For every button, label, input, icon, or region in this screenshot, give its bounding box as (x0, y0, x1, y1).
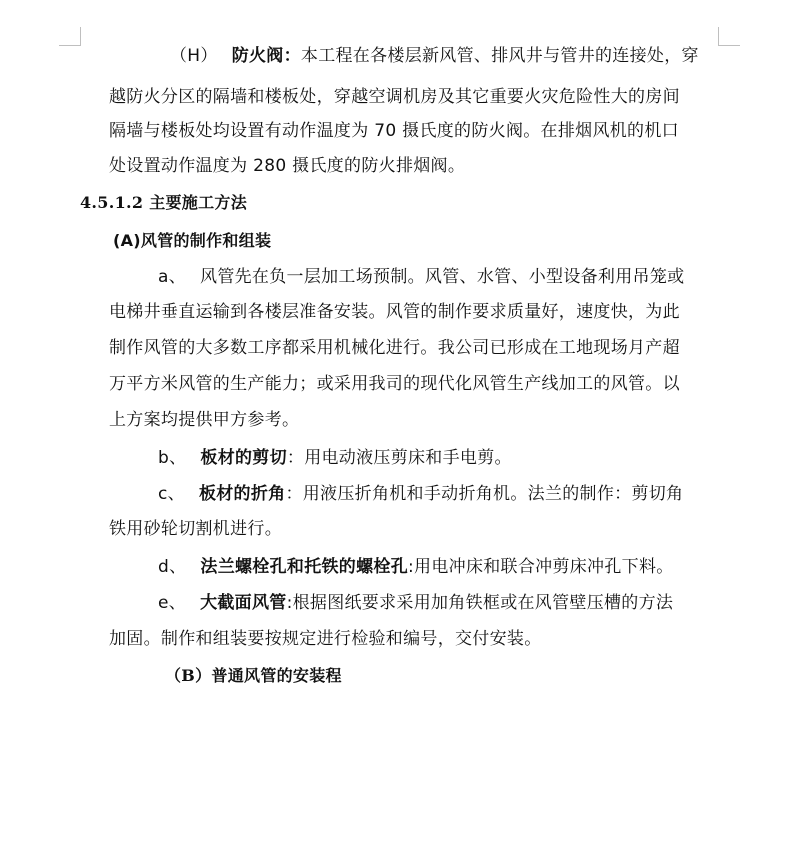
item-b-line (158, 446, 512, 470)
item-a-marker: a、 (158, 267, 187, 287)
para-h-text-1: 本工程在各楼层新风管、排风井与管井的连接处，穿 (300, 46, 699, 66)
item-c-text-1: ：用液压折角机和手动折角机。法兰的制作：剪切角 (285, 484, 684, 504)
item-b-text: ：用电动液压剪床和手电剪。 (286, 448, 512, 468)
item-e-title: 大截面风管 (200, 593, 287, 613)
para-h-marker: （H） (170, 46, 218, 66)
item-b-marker: b、 (158, 448, 187, 468)
para-h-line-3: 隔墙与楼板处均设置有动作温度为 70 摄氏度的防火阀。在排烟风机的机口 (109, 121, 679, 141)
item-a-line-2: 电梯井垂直运输到各楼层准备安装。风管的制作要求质量好，速度快，为此 (109, 302, 680, 322)
item-d-line (158, 555, 674, 579)
section-heading: 4.5.1.2 主要施工方法 (80, 193, 248, 212)
item-a-line-4: 万平方米风管的生产能力；或采用我司的现代化风管生产线加工的风管。以 (109, 374, 680, 394)
para-h-line-1 (170, 44, 699, 68)
item-e-text-1: :根据图纸要求采用加角铁框或在风管壁压槽的方法 (286, 593, 674, 613)
item-a-line-5: 上方案均提供甲方参考。 (109, 410, 300, 430)
item-e-line-2: 加固。制作和组装要按规定进行检验和编号，交付安装。 (109, 629, 542, 649)
para-h-line-2: 越防火分区的隔墙和楼板处，穿越空调机房及其它重要火灾危险性大的房间 (109, 87, 680, 107)
item-b-title: 板材的剪切 (200, 448, 287, 468)
para-h-title: 防火阀： (231, 46, 301, 66)
para-h-line-4: 处设置动作温度为 280 摄氏度的防火排烟阀。 (109, 156, 466, 176)
item-d-title: 法兰螺栓孔和托铁的螺栓孔 (200, 557, 409, 577)
item-c-line-2: 铁用砂轮切割机进行。 (109, 519, 282, 539)
item-a-line-3: 制作风管的大多数工序都采用机械化进行。我公司已形成在工地现场月产超 (109, 338, 680, 358)
item-c-title: 板材的折角 (198, 484, 286, 504)
item-e-marker: e、 (158, 593, 187, 613)
subheading-a: (A)风管的制作和组装 (113, 231, 272, 250)
item-c-line-1 (158, 482, 683, 506)
item-a-text-1: 风管先在负一层加工场预制。风管、水管、小型设备利用吊笼或 (200, 267, 685, 287)
item-c-marker: c、 (158, 484, 185, 504)
item-e-line-1 (158, 591, 673, 615)
item-d-marker: d、 (158, 557, 187, 577)
subheading-b: （B）普通风管的安装程 (165, 666, 342, 685)
item-a-line-1 (158, 265, 684, 289)
item-d-text: :用电冲床和联合冲剪床冲孔下料。 (408, 557, 674, 577)
